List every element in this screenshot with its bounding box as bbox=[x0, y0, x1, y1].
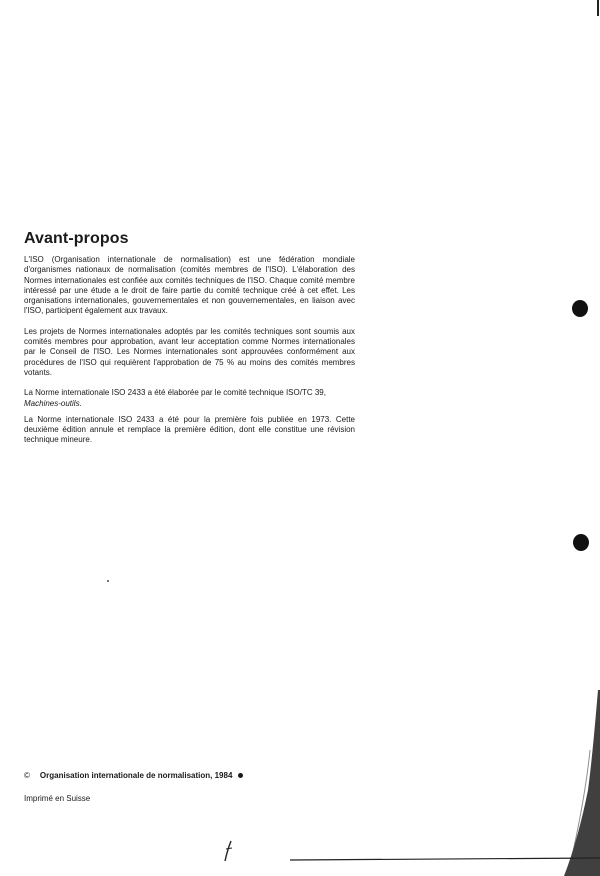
foreword-paragraph-1: L'ISO (Organisation internationale de normalisation) est une fédération mondiale d'organismes nationaux de normalisation (comités membres de l'ISO). L'élaboration des Normes internationales est confiée aux comités techniques de l'ISO. Chaque comité membre intéressé par une étude a le droit de faire partie du comité technique créé à cet effet. Les organisations internationales, gouvernementales et non gouvernementales, en liaison avec l'ISO, participent également aux travaux. bbox=[24, 255, 355, 316]
foreword-paragraph-2: Les projets de Normes internationales adoptés par les comités techniques sont soumis aux comités membres pour approbation, avant leur acceptation comme Normes internationales par le Conseil de l'ISO. Les Normes internationales sont approuvées conformément aux procédures de l'ISO qui requièrent l'approbation de 75 % au moins des comités membres votants. bbox=[24, 326, 355, 377]
edition-paragraph: La Norme internationale ISO 2433 a été pour la première fois publiée en 1973. Cette deuxième édition annule et remplace la première édition, dont elle constitue une révision technique mineure. bbox=[24, 414, 355, 445]
committee-title: Machines-outils. bbox=[24, 398, 82, 408]
printed-in: Imprimé en Suisse bbox=[24, 794, 91, 803]
foreword-title: Avant-propos bbox=[24, 230, 129, 247]
scan-bottom-edge bbox=[290, 856, 600, 876]
copyright-line bbox=[24, 771, 243, 780]
scan-shadow-right bbox=[560, 690, 600, 876]
committee-text: La Norme internationale ISO 2433 a été élaborée par le comité technique ISO/TC 39, bbox=[24, 388, 326, 398]
copyright-symbol: © bbox=[24, 771, 30, 780]
scan-edge-mark bbox=[597, 0, 599, 16]
punch-hole-mark bbox=[573, 534, 589, 551]
bullet-dot-icon bbox=[238, 773, 243, 778]
scan-speck bbox=[107, 580, 109, 582]
punch-hole-mark bbox=[572, 300, 588, 317]
foreword-body bbox=[24, 255, 355, 456]
scan-pen-mark bbox=[222, 840, 234, 862]
copyright-text: Organisation internationale de normalisation, 1984 bbox=[39, 771, 233, 780]
committee-paragraph bbox=[24, 388, 355, 409]
